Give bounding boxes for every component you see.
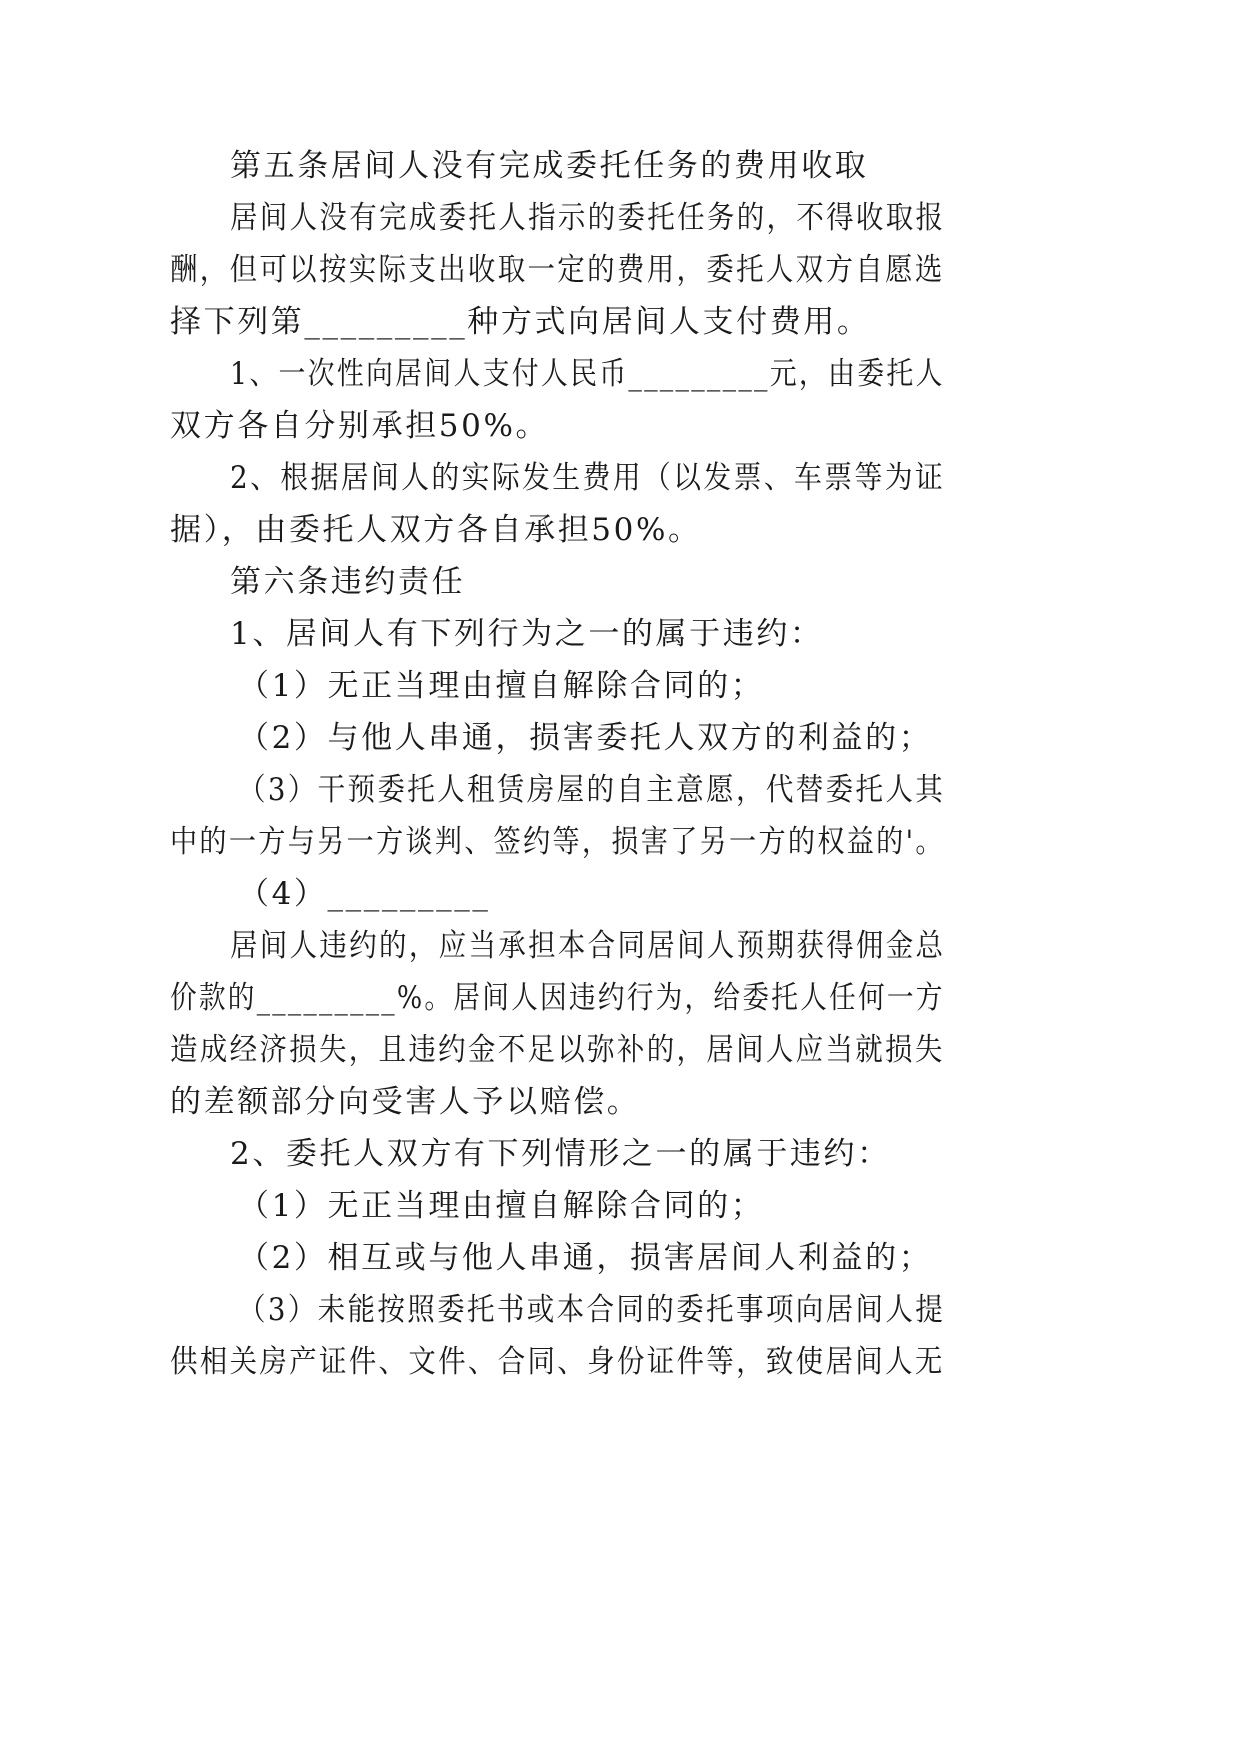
list-item: （3）干预委托人租赁房屋的自主意愿，代替委托人其 xyxy=(238,772,946,808)
paragraph-line: 居间人违约的，应当承担本合同居间人预期获得佣金总 xyxy=(230,928,946,964)
paragraph-line: 居间人没有完成委托人指示的委托任务的，不得收取报 xyxy=(230,200,946,236)
article-5-heading: 第五条居间人没有完成委托任务的费用收取 xyxy=(230,148,869,184)
paragraph-line: 的差额部分向受害人予以赔偿。 xyxy=(170,1084,641,1120)
list-item: （2）与他人串通，损害委托人双方的利益的； xyxy=(238,720,933,756)
paragraph-line: 据），由委托人双方各自承担50%。 xyxy=(170,512,702,548)
paragraph-line: 1、一次性向居间人支付人民币_________元，由委托人 xyxy=(230,356,945,392)
paragraph-line: 择下列第_________种方式向居间人支付费用。 xyxy=(170,304,871,340)
list-item: （4）_________ xyxy=(238,876,491,912)
paragraph-line: 2、根据居间人的实际发生费用（以发票、车票等为证 xyxy=(230,460,946,496)
paragraph-line: 供相关房产证件、文件、合同、身份证件等，致使居间人无 xyxy=(170,1344,945,1380)
article-6-heading: 第六条违约责任 xyxy=(230,564,466,600)
paragraph-line: 中的一方与另一方谈判、签约等，损害了另一方的权益的'。 xyxy=(170,824,945,860)
paragraph-line: 酬，但可以按实际支出收取一定的费用，委托人双方自愿选 xyxy=(170,252,945,288)
paragraph-line: 2、委托人双方有下列情形之一的属于违约： xyxy=(230,1136,891,1172)
paragraph-line: 1、居间人有下列行为之一的属于违约： xyxy=(230,616,824,652)
list-item: （1）无正当理由擅自解除合同的； xyxy=(238,668,765,704)
paragraph-line: 造成经济损失，且违约金不足以弥补的，居间人应当就损失 xyxy=(170,1032,945,1068)
list-item: （3）未能按照委托书或本合同的委托事项向居间人提 xyxy=(238,1292,946,1328)
list-item: （2）相互或与他人串通，损害居间人利益的； xyxy=(238,1240,933,1276)
paragraph-line: 双方各自分别承担50%。 xyxy=(170,408,550,444)
paragraph-line: 价款的_________%。居间人因违约行为，给委托人任何一方 xyxy=(170,980,945,1016)
list-item: （1）无正当理由擅自解除合同的； xyxy=(238,1188,765,1224)
